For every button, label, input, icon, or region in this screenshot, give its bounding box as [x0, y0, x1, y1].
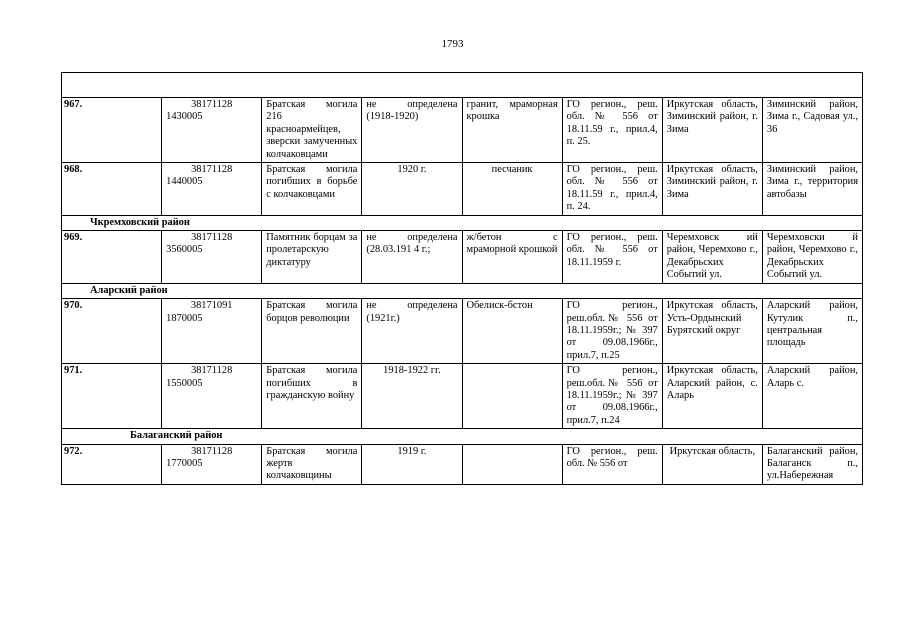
monument-date: 1919 г. — [362, 444, 462, 484]
row-number: 970. — [62, 299, 162, 364]
protection-document: ГО регион., реш. обл. № 556 от 18.11.59 г., прил.4, п. 25. — [562, 98, 662, 163]
location-region: Иркутская область, — [662, 444, 762, 484]
registry-code: 38171091 1870005 — [162, 299, 262, 364]
district-heading: Аларский район — [62, 283, 863, 298]
monument-name: Памятник борцам за пролетарскую диктатуру — [262, 231, 362, 284]
table-row — [62, 98, 863, 163]
row-number: 971. — [62, 364, 162, 429]
location-address: Аларский район, Кутулик п., центральная площадь — [762, 299, 862, 364]
table-row — [62, 444, 863, 484]
location-address: Зиминский район, Зима г., Садовая ул., 36 — [762, 98, 862, 163]
monument-date: не определена (28.03.191 4 г.; — [362, 231, 462, 284]
location-region: Иркутская область, Зиминский район, г. Зима — [662, 98, 762, 163]
monument-name: Братская могила погибших в гражданскую войну — [262, 364, 362, 429]
protection-document: ГО регион., реш.обл.№ 556 от 18.11.1959г.; № 397 от 09.08.1966г., прил.7, п.25 — [562, 299, 662, 364]
monument-material — [462, 364, 562, 429]
table-header-blank-row — [62, 73, 863, 98]
location-region: Иркутская область, Аларский район, с. Аларь — [662, 364, 762, 429]
location-address: Балаганский район, Балаганск п., ул.Набережная — [762, 444, 862, 484]
location-address: Черемховски й район, Черемхово г., Декабрьских Событий ул. — [762, 231, 862, 284]
table-row — [62, 231, 863, 284]
monuments-table — [61, 72, 863, 485]
row-number: 967. — [62, 98, 162, 163]
registry-code: 38171128 3560005 — [162, 231, 262, 284]
protection-document: ГО регион., реш. обл. № 556 от — [562, 444, 662, 484]
monument-material: песчаник — [462, 163, 562, 216]
registry-code: 38171128 1770005 — [162, 444, 262, 484]
registry-code: 38171128 1440005 — [162, 163, 262, 216]
monument-material: гранит, мраморная крошка — [462, 98, 562, 163]
monument-date: не определена (1918-1920) — [362, 98, 462, 163]
table-row — [62, 163, 863, 216]
protection-document: ГО регион., реш. обл. № 556 от 18.11.1959 г. — [562, 231, 662, 284]
monument-name: Братская могила жертв колчаковщины — [262, 444, 362, 484]
monument-date: 1918-1922 гг. — [362, 364, 462, 429]
location-region: Иркутская область, Зиминский район, г. Зима — [662, 163, 762, 216]
district-heading: Чкремховский район — [62, 215, 863, 230]
protection-document: ГО регион., реш.обл.№ 556 от 18.11.1959г.; № 397 от 09.08.1966г., прил.7, п.24 — [562, 364, 662, 429]
protection-document: ГО регион., реш. обл. № 556 от 18.11.59 г., прил.4, п. 24. — [562, 163, 662, 216]
monument-name: Братская могила борцов революции — [262, 299, 362, 364]
district-row — [62, 215, 863, 230]
district-row — [62, 283, 863, 298]
monument-name: Братская могила погибших в борьбе с колчаковцами — [262, 163, 362, 216]
location-region: Иркутская область, Усть-Ордынский Бурятский округ — [662, 299, 762, 364]
table-row — [62, 364, 863, 429]
location-region: Черемховск ий район, Черемхово г., Декабрьских Событий ул. — [662, 231, 762, 284]
location-address: Зиминский район, Зима г., территория автобазы — [762, 163, 862, 216]
registry-code: 38171128 1430005 — [162, 98, 262, 163]
location-address: Аларский район, Аларь с. — [762, 364, 862, 429]
row-number: 968. — [62, 163, 162, 216]
monument-material: Обелиск-бстон — [462, 299, 562, 364]
row-number: 972. — [62, 444, 162, 484]
monument-date: 1920 г. — [362, 163, 462, 216]
blank-cell — [62, 73, 863, 98]
monument-material — [462, 444, 562, 484]
monument-material: ж/бетон с мраморной крошкой — [462, 231, 562, 284]
district-heading: Балаганский район — [62, 429, 863, 444]
registry-code: 38171128 1550005 — [162, 364, 262, 429]
table-row — [62, 299, 863, 364]
district-row — [62, 429, 863, 444]
monument-date: не определена (1921г.) — [362, 299, 462, 364]
page-number: 1793 — [441, 38, 464, 50]
row-number: 969. — [62, 231, 162, 284]
monument-name: Братская могила 216 красноармейцев, зверски замученных колчаковцами — [262, 98, 362, 163]
